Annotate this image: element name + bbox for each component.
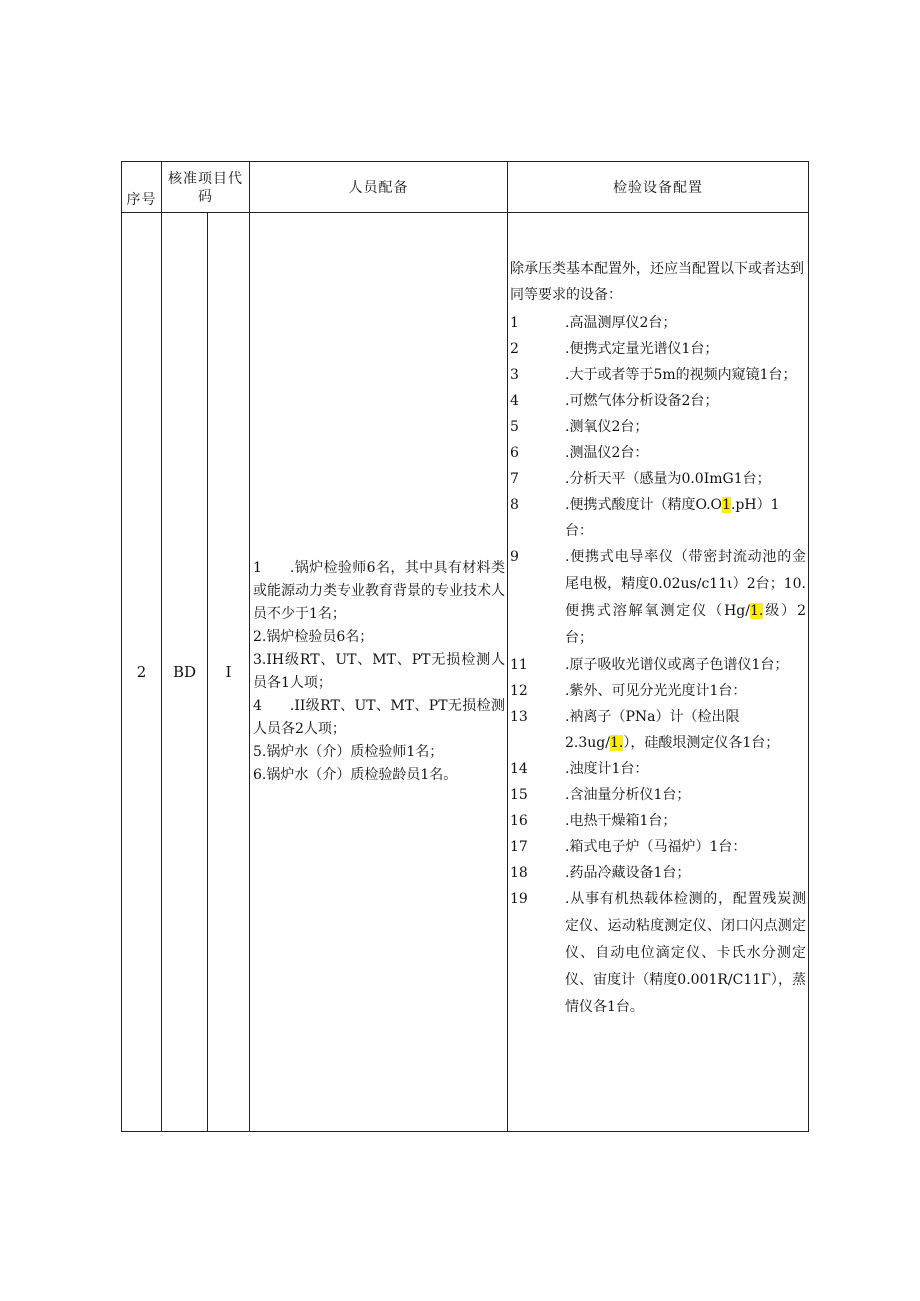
list-item: 8 .便携式酸度计（精度O.O1.pH）1台： <box>510 497 780 539</box>
list-item: 1 .高温测厚仪2台； <box>510 315 677 331</box>
list-item: 16 .电热干燥箱1台； <box>510 813 677 829</box>
cell-code-a: BD <box>162 213 208 1132</box>
list-item: 7 .分析天平（感量为0.0ImG1台； <box>510 471 771 487</box>
list-item: 4 .可燃气体分析设备2台； <box>510 393 719 409</box>
highlight-mark: 1. <box>609 735 624 751</box>
personnel-line: 5.锅炉水（介）质检验师1名； <box>253 744 444 760</box>
qualification-table <box>121 161 809 1132</box>
personnel-line: 1 .锅炉检验师6名，其中具有材料类或能源动力类专业教育背景的专业技术人员不少于1名； <box>253 560 505 622</box>
table-row <box>122 213 809 1132</box>
cell-code-b: I <box>208 213 250 1132</box>
list-item: 2 .便携式定量光谱仪1台； <box>510 341 719 357</box>
list-item: 6 .测温仪2台： <box>510 445 649 461</box>
personnel-line: 3.IH级RT、UT、MT、PT无损检测人员各1人项； <box>253 652 505 691</box>
list-item: 14 .浊度计1台： <box>510 761 649 777</box>
list-item: 9 .便携式电导率仪（带密封流动池的金尾电极，精度0.02us∕c11ι）2台；10.便携式溶解氧测定仪（Hg/1.级）2台； <box>510 549 806 646</box>
cell-personnel <box>250 213 508 1132</box>
cell-seq: 2 <box>122 213 162 1132</box>
list-item: 18 .药品冷藏设备1台； <box>510 865 691 881</box>
header-code: 核准项目代码 <box>162 162 250 213</box>
list-item: 17 .箱式电子炉（马福炉）1台： <box>510 839 747 855</box>
list-item: 11 .原子吸收光谱仪或离子色谱仪1台； <box>510 657 789 673</box>
cell-equipment <box>508 213 809 1132</box>
equipment-intro: 除承压类基本配置外，还应当配置以下或者达到同等要求的设备： <box>510 261 804 303</box>
header-equipment: 检验设备配置 <box>508 162 809 213</box>
header-personnel: 人员配备 <box>250 162 508 213</box>
highlight-mark: 1 <box>722 497 731 513</box>
personnel-line: 2.锅炉检验员6名； <box>253 629 374 645</box>
header-seq: 序号 <box>122 162 162 213</box>
header-row <box>122 162 809 213</box>
list-item: 13 .衲离子（PNa）计（检出限2.3ug/1.），硅酸垠测定仪各1台； <box>510 709 780 751</box>
highlight-mark: 1. <box>750 603 764 619</box>
list-item: 12 .紫外、可见分光光度计1台： <box>510 683 747 699</box>
list-item: 5 .测氧仪2台； <box>510 419 649 435</box>
personnel-line: 6.锅炉水（介）质检验龄员1名。 <box>253 767 458 783</box>
list-item: 3 .大于或者等于5m的视频内窥镜1台； <box>510 367 797 383</box>
list-item: 15 .含油量分析仪1台； <box>510 787 691 803</box>
list-item: 19 .从事有机热载体检测的，配置残炭测定仪、运动粘度测定仪、闭口闪点测定仪、自动电位滴定仪、卡氏水分测定仪、宙度计（精度0.001R∕C11Γ），蒸情仪各1台。 <box>510 891 806 1015</box>
personnel-line: 4 .II级RT、UT、MT、PT无损检测人员各2人项； <box>253 698 505 737</box>
